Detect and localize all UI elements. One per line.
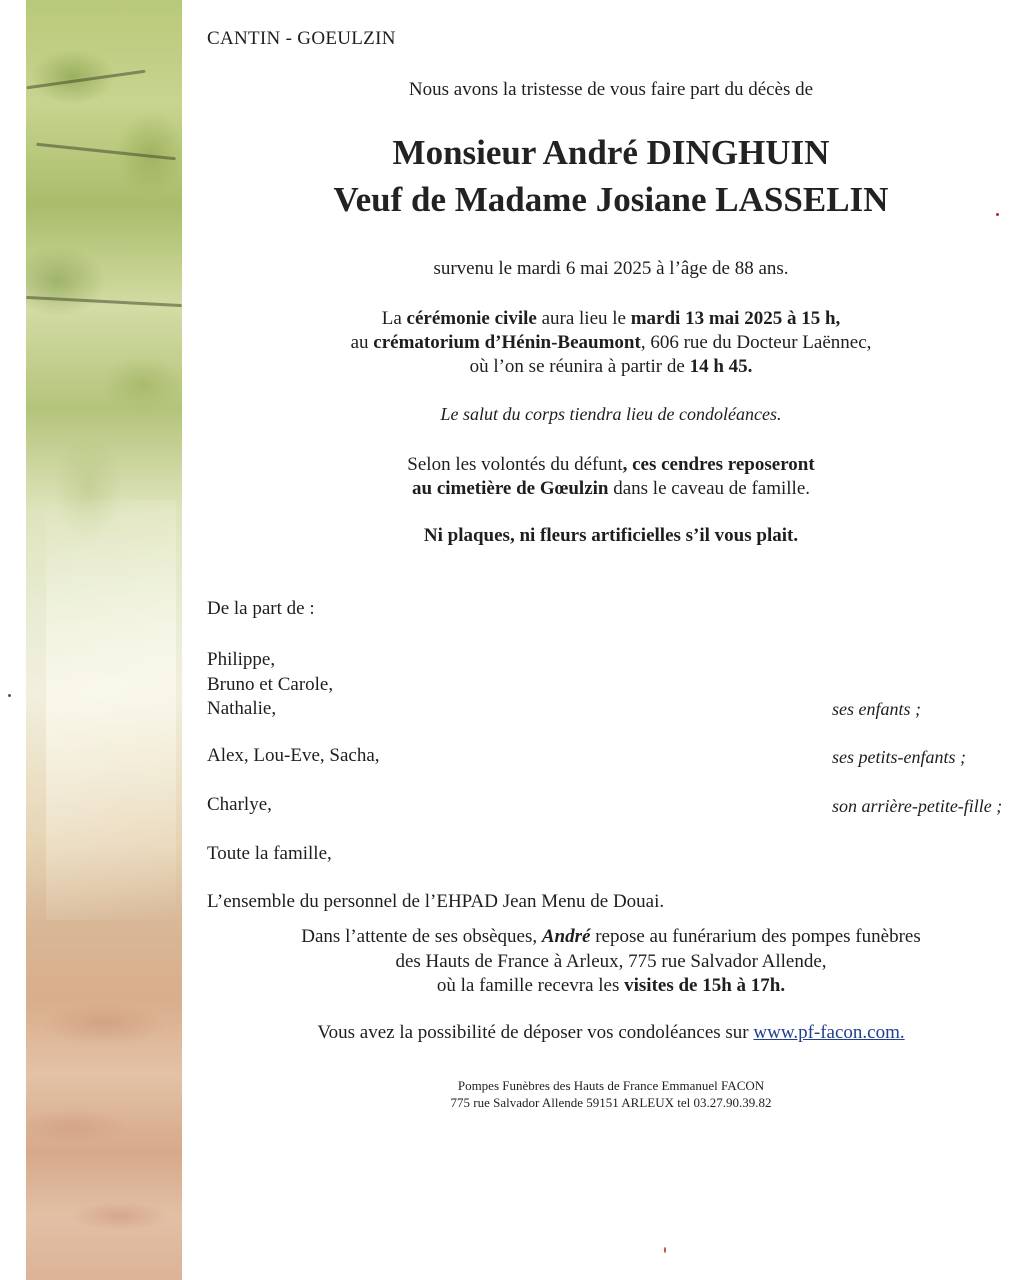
repose-line-1: Dans l’attente de ses obsèques, André repose au funérarium des pompes funèbres <box>301 926 921 947</box>
all-family: Toute la famille, <box>207 843 332 864</box>
salut-text: Le salut du corps tiendra lieu de condoléances. <box>440 404 782 424</box>
death-info: survenu le mardi 6 mai 2025 à l’âge de 88 ans. <box>433 258 789 279</box>
children-relation: ses enfants ; <box>832 699 921 719</box>
no-flowers-notice: Ni plaques, ni fleurs artificielles s’il vous plait. <box>423 525 799 546</box>
repose-line-2: des Hauts de France à Arleux, 775 rue Salvador Allende, <box>395 951 827 972</box>
great-grandchild-name: Charlye, <box>207 794 272 815</box>
wishes-line-2: au cimetière de Gœulzin dans le caveau de famille. <box>412 478 810 499</box>
forest-path-photo <box>26 0 182 1280</box>
intro-text: Nous avons la tristesse de vous faire part du décès de <box>408 79 814 100</box>
grandchildren-names: Alex, Lou-Eve, Sacha, <box>207 745 380 766</box>
child-name: Bruno et Carole, <box>207 674 334 695</box>
scan-speck <box>996 213 999 216</box>
ceremony-line-3: où l’on se réunira à partir de 14 h 45. <box>469 356 753 377</box>
wishes-line-1: Selon les volontés du défunt, ces cendres reposeront <box>407 454 815 475</box>
child-name: Nathalie, <box>207 698 277 719</box>
town-header: CANTIN - GOEULZIN <box>207 28 396 49</box>
condolences-link[interactable]: www.pf-facon.com. <box>753 1022 905 1043</box>
deceased-name: Monsieur André DINGHUIN <box>392 133 830 172</box>
great-grandchild-relation: son arrière-petite-fille ; <box>832 796 1003 816</box>
footer-address: 775 rue Salvador Allende 59151 ARLEUX tel 03.27.90.39.82 <box>450 1095 772 1110</box>
ceremony-line-1: La cérémonie civile aura lieu le mardi 13 mai 2025 à 15 h, <box>381 308 841 329</box>
grandchildren-relation: ses petits-enfants ; <box>832 747 966 767</box>
ceremony-line-2: au crématorium d’Hénin-Beaumont, 606 rue du Docteur Laënnec, <box>350 332 872 353</box>
repose-line-3: où la famille recevra les visites de 15h à 17h. <box>436 975 786 996</box>
scan-speck <box>8 694 11 697</box>
ehpad-staff: L’ensemble du personnel de l’EHPAD Jean Menu de Douai. <box>207 891 665 912</box>
condolences-line: Vous avez la possibilité de déposer vos condoléances sur www.pf-facon.com. <box>317 1022 905 1043</box>
from-label: De la part de : <box>207 598 315 619</box>
footer-company: Pompes Funèbres des Hauts de France Emmanuel FACON <box>457 1078 765 1093</box>
scan-speck <box>664 1247 666 1253</box>
child-name: Philippe, <box>207 649 276 670</box>
widow-line: Veuf de Madame Josiane LASSELIN <box>333 180 889 219</box>
